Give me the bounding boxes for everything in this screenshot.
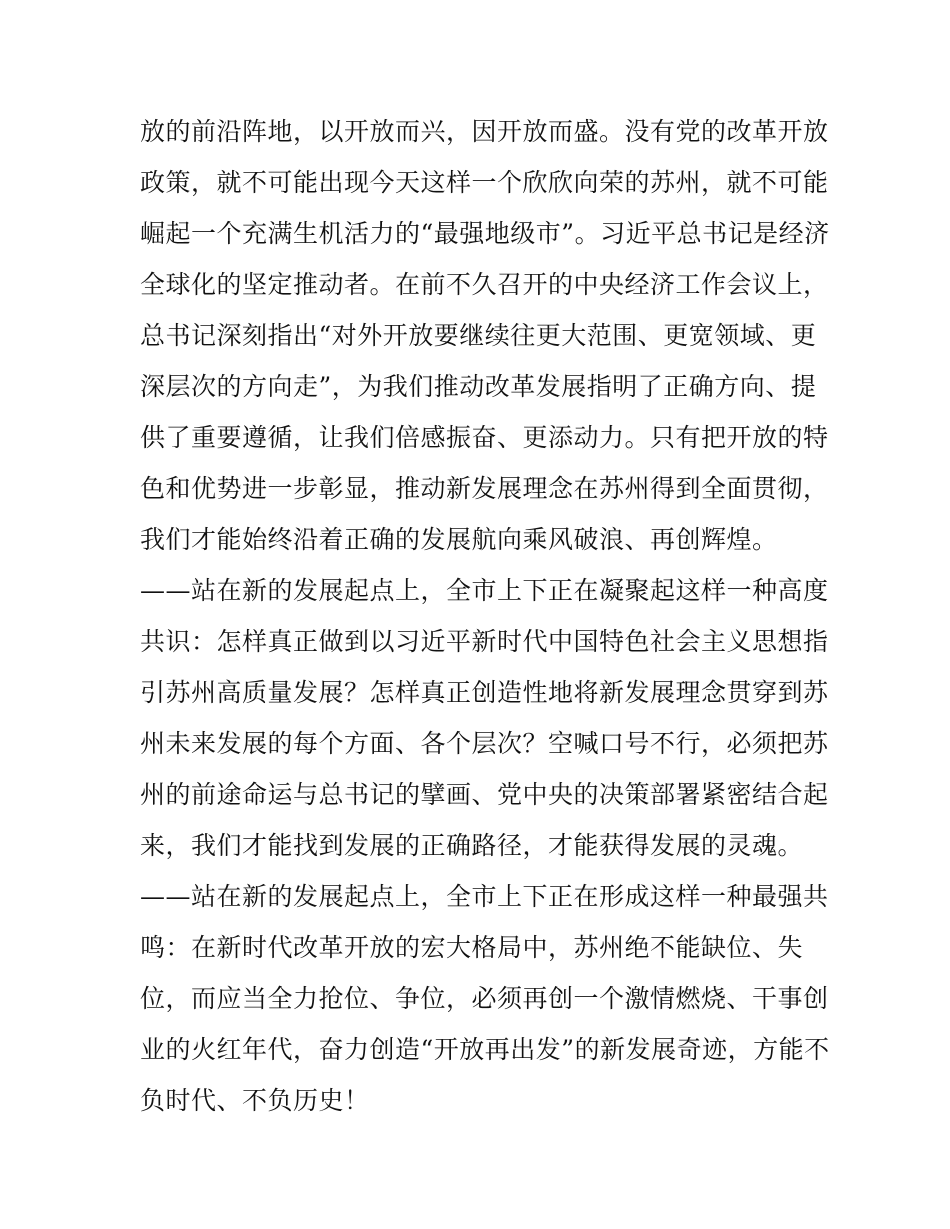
text-line: 引苏州高质量发展？怎样真正创造性地将新发展理念贯穿到苏	[140, 678, 829, 707]
text-line: 我们才能始终沿着正确的发展航向乘风破浪、再创辉煌。	[140, 525, 778, 554]
text-line: 共识：怎样真正做到以习近平新时代中国特色社会主义思想指	[140, 627, 829, 656]
text-line: 位，而应当全力抢位、争位，必须再创一个激情燃烧、干事创	[140, 984, 829, 1013]
text-line: 负时代、不负历史！	[140, 1086, 370, 1115]
text-line: 色和优势进一步彰显，推动新发展理念在苏州得到全面贯彻，	[140, 474, 829, 503]
text-line: 放的前沿阵地，以开放而兴，因开放而盛。没有党的改革开放	[140, 117, 829, 146]
text-line: 州的前途命运与总书记的擘画、党中央的决策部署紧密结合起	[140, 780, 829, 809]
text-line: 供了重要遵循，让我们倍感振奋、更添动力。只有把开放的特	[140, 423, 829, 452]
text-line: 崛起一个充满生机活力的“最强地级市”。习近平总书记是经济	[140, 219, 830, 248]
text-line: 全球化的坚定推动者。在前不久召开的中央经济工作会议上，	[140, 270, 829, 299]
text-line: 政策，就不可能出现今天这样一个欣欣向荣的苏州，就不可能	[140, 168, 829, 197]
text-line: 来，我们才能找到发展的正确路径，才能获得发展的灵魂。	[140, 831, 804, 860]
body-text	[140, 106, 830, 1126]
text-line: 总书记深刻指出“对外开放要继续往更大范围、更宽领域、更	[140, 321, 817, 350]
text-line: ——站在新的发展起点上，全市上下正在形成这样一种最强共	[140, 882, 829, 911]
text-line: ——站在新的发展起点上，全市上下正在凝聚起这样一种高度	[140, 576, 829, 605]
text-line: 深层次的方向走”，为我们推动改革发展指明了正确方向、提	[140, 372, 817, 401]
text-line: 州未来发展的每个方面、各个层次？空喊口号不行，必须把苏	[140, 729, 829, 758]
text-line: 鸣：在新时代改革开放的宏大格局中，苏州绝不能缺位、失	[140, 933, 804, 962]
text-line: 业的火红年代，奋力创造“开放再出发”的新发展奇迹，方能不	[140, 1035, 830, 1064]
